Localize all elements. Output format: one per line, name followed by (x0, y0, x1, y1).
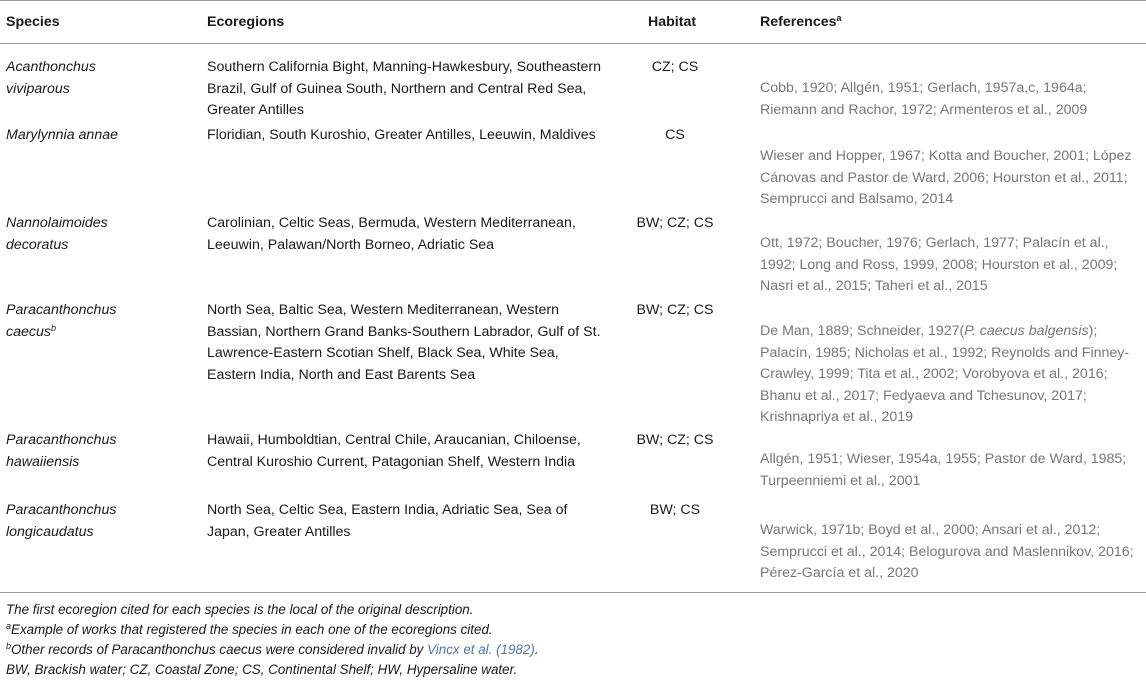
references-cell: Wieser and Hopper, 1967; Kotta and Boucher, 2001; López Cánovas and Pastor de Ward, 2006; Hourston et al., 2011; Semprucci and Balsamo, 2014 (760, 148, 1132, 208)
species-cell (6, 57, 196, 100)
footnote-b-sup: b (6, 641, 12, 651)
species-name-line2: viviparous (6, 80, 70, 97)
species-name-line1: Paracanthonchus (6, 502, 117, 518)
footnote-a-text: Example of works that registered the species in each one of the ecoregions cited. (11, 622, 493, 637)
references-cell: Allgén, 1951; Wieser, 1954a, 1955; Pastor de Ward, 1985; Turpeenniemi et al., 2001 (760, 451, 1127, 489)
header-references-text: References (760, 14, 837, 30)
references-cell: Cobb, 1920; Allgén, 1951; Gerlach, 1957a,c, 1964a; Riemann and Rachor, 1972; Armenteros et al., 2009 (760, 80, 1088, 118)
ecoregions-cell: Southern California Bight, Manning-Hawkesbury, Southeastern Brazil, Gulf of Guinea South, Northern and Central Red Sea, Greater Antilles (207, 59, 602, 119)
ecoregions-cell: Floridian, South Kuroshio, Greater Antilles, Leeuwin, Maldives (207, 127, 596, 143)
ecoregions-cell: North Sea, Celtic Sea, Eastern India, Adriatic Sea, Sea of Japan, Greater Antilles (207, 502, 568, 540)
species-name-line1: Paracanthonchus (6, 432, 117, 448)
header-species: Species (6, 14, 60, 30)
species-cell (6, 300, 196, 343)
species-name-line2: longicaudatus (6, 523, 94, 540)
header-habitat: Habitat (648, 14, 697, 30)
table-bottom-rule (0, 592, 1146, 593)
species-name-line1: Nannolaimoides (6, 215, 108, 231)
habitat-cell: BW; CZ; CS (636, 302, 714, 318)
habitat-cell: BW; CS (649, 502, 701, 518)
references-text-italic: P. caecus balgensis (964, 323, 1089, 339)
ecoregions-cell: North Sea, Baltic Sea, Western Mediterranean, Western Bassian, Northern Grand Banks-Southern Labrador, Gulf of St. Lawrence-Eastern Scotian Shelf, Black Sea, White Sea, Eastern India, North and East Barents Sea (207, 302, 601, 383)
references-text-post: ); Palacín, 1985; Nicholas et al., 1992; Reynolds and Finney-Crawley, 1999; Tita et al., 2002; Vorobyova et al., 2016; Bhanu et al., 2017; Fedyaeva and Tchesunov, 2017; Krishnapriya et al., 2019 (760, 323, 1130, 426)
footnote-b-end: . (534, 642, 539, 657)
species-name-line2: caecus (6, 323, 51, 340)
species-footnote-sup: b (50, 322, 56, 333)
habitat-cell: CZ; CS (651, 59, 699, 75)
references-cell (760, 321, 1146, 429)
species-cell (6, 500, 196, 543)
species-cell (6, 125, 196, 147)
header-references (760, 12, 842, 34)
habitat-cell: CS (665, 127, 685, 143)
references-cell: Warwick, 1971b; Boyd et al., 2000; Ansari et al., 2012; Semprucci et al., 2014; Belogurova and Maslennikov, 2016; Pérez-García et al., 2020 (760, 522, 1134, 582)
species-name-line2: decoratus (6, 236, 69, 253)
footnote-b-citation-link[interactable]: Vincx et al. (1982) (427, 642, 535, 657)
footnote-a-sup: a (6, 621, 12, 631)
ecoregions-cell: Carolinian, Celtic Seas, Bermuda, Western Mediterranean, Leeuwin, Palawan/North Borneo, Adriatic Sea (207, 215, 576, 253)
footnote-abbreviations: BW, Brackish water; CZ, Coastal Zone; CS, Continental Shelf; HW, Hypersaline water. (6, 662, 518, 677)
species-name-line1: Acanthonchus (6, 59, 96, 75)
species-cell (6, 213, 196, 256)
footnote-b-text: Other records of Paracanthonchus caecus were considered invalid by (11, 642, 428, 657)
references-text-pre: De Man, 1889; Schneider, 1927( (760, 323, 965, 339)
species-name-line1: Marylynnia annae (6, 127, 118, 143)
habitat-cell: BW; CZ; CS (636, 215, 714, 231)
header-ecoregions: Ecoregions (207, 14, 285, 30)
table-header-row (0, 0, 1146, 44)
footnote-a (6, 620, 1136, 640)
footnote-first-ecoregion: The first ecoregion cited for each species is the local of the original description. (6, 602, 474, 617)
references-cell: Ott, 1972; Boucher, 1976; Gerlach, 1977; Palacín et al., 1992; Long and Ross, 1999, 2008; Hourston et al., 2009; Nasri et al., 2015; Taheri et al., 2015 (760, 235, 1118, 295)
species-name-line1: Paracanthonchus (6, 302, 117, 318)
footnote-b (6, 640, 1136, 660)
species-name-line2: hawaiiensis (6, 453, 80, 470)
species-cell (6, 430, 196, 473)
ecoregions-cell: Hawaii, Humboldtian, Central Chile, Araucanian, Chiloense, Central Kuroshio Current, Patagonian Shelf, Western India (207, 432, 581, 470)
habitat-cell: BW; CZ; CS (636, 432, 714, 448)
header-references-sup: a (836, 13, 842, 23)
